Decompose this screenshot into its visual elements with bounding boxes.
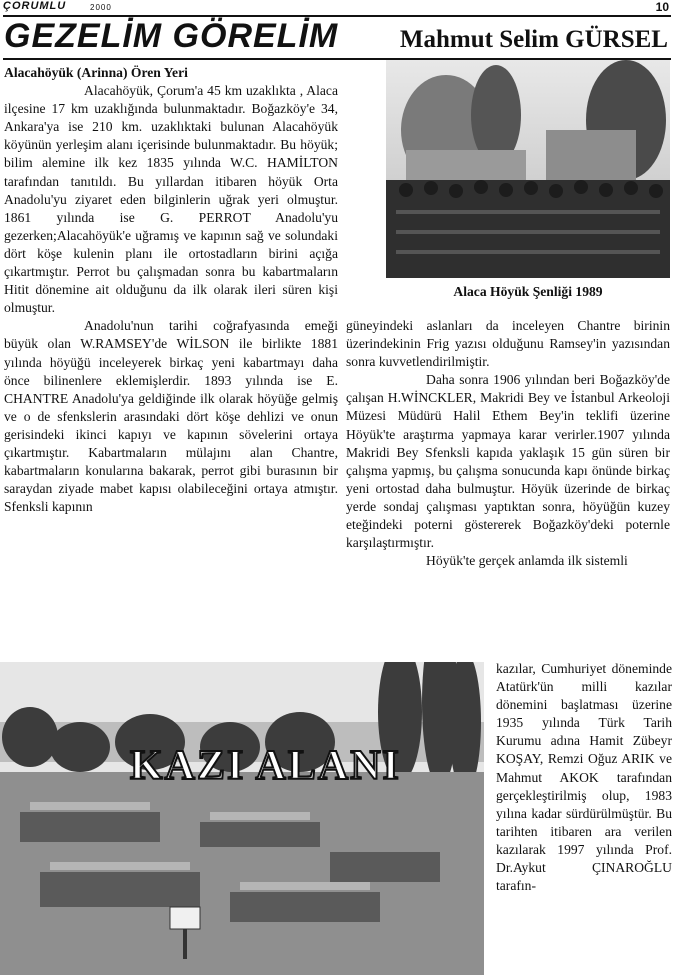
paragraph: Alacahöyük, Çorum'a 45 km uzaklıkta , Alaca ilçesine 17 km uzaklığında bulunmaktadır. Boğazköy'e 34, Ankara'ya ise 210 km. uzaklıktaki bulunan Alacahöyük köyünün yerleşim alanı içerisinde bulunmaktadır. Bu höyük; bilim alemine ilk kez 1835 yılında W.C. HAMİLTON tarafından tanıtıldı. Bu yıllardan itibaren höyük Orta Anadolu'yu ziyaret eden bilginlerin uğrak yeri olmuştur. 1861 yılında ise G. PERROT Anadolu'yu gezerken;Alacahöyük'e uğramış ve kapının sağ ve solundaki dört köşe kulenin planı ile ortostadların birini açığa çıkartmıştır. Perrot bu çalışmadan sonra bu kabartmaların Hitit dönemine ait olduğunu da ilk olarak ileri süren kişi olmuştur. <box>4 83 338 316</box>
paragraph: Höyük'te gerçek anlamda ilk sistemli <box>426 553 628 569</box>
paragraph: Anadolu'nun tarihi coğrafyasında emeği büyük olan W.RAMSEY'de WİLSON ile birlikte 1881 yılında höyüğü inceleyerek birkaç yeni kabartmayı daha önce bilinenlere eklemişlerdir. 1893 yılında ise E. CHANTRE Anadolu'ya geldiğinde ilk olarak höyüğe gelmiş ve o de sfenkslerin arasındaki dört köşe dehlizi ve onun gerisindeki ikinci kapıyı ve kapının sövelerini ortaya çıkartmıştır. Kabartmaların mülajını alan Chantre, kabartmaların konularına bakarak, perrot gibi burasının bir saraydan ziyade mabet kapısı olabileceğini ortaya atmıştır. Sfenksli kapının <box>4 318 338 515</box>
column-3 <box>496 660 672 895</box>
excavation-overlay-text: KAZI ALANI <box>130 743 401 789</box>
paragraph: Daha sonra 1906 yılından beri Boğazköy'de çalışan H.WİNCKLER, Makridi Bey ve İstanbul Arkeoloji Müzesi Müdürü Halil Ethem Bey'in teklifi üzerine Höyük'te araştırma yapmaya karar verirler.1907 yılında Makridi Bey Sfenksli kapıda yaklaşık 15 gün süren bir çalışma yapmış, bu çalışma sonucunda kapı önünde birkaç yeni ortostad daha bulmuştur. Höyük üzerinde de birkaç yerde sondaj çalışması yaptıktan sonra, höyüğün kuzey eteğindeki poterni göstererek Boğazköy'deki poternle karşılaştırmıştır. <box>346 372 670 551</box>
section-title: GEZELİM GÖRELİM <box>4 17 339 55</box>
paragraph: güneyindeki aslanları da inceleyen Chantre birinin üzerindekinin Frig yazısı olduğunu Ramsey'in yazısından sonra kuvvetlendirilmiştir. <box>346 318 670 370</box>
magazine-name: ÇORUMLU <box>3 0 67 12</box>
excavation-photo <box>0 662 484 975</box>
page-number: 10 <box>655 0 669 14</box>
magazine-year: 2000 <box>90 3 112 12</box>
masthead <box>0 0 674 16</box>
column-2 <box>346 317 670 570</box>
festival-photo <box>386 60 670 278</box>
author-name: Mahmut Selim GÜRSEL <box>399 26 668 53</box>
paragraph: kazılar, Cumhuriyet döneminde Atatürk'ün milli kazılar dönemini başlatması üzerine 1935 yılında Türk Tarih Kurumu adına Hamit Zübeyr KOŞAY, Remzi Oğuz ARIK ve Mahmut AKOK tarafından gerçekleştirilmiş olup, 1983 yılına kadar sürdürülmüştür. Bu tarihten itibaren ara verilen kazılarak 1997 yılında Prof. Dr.Aykut ÇINAROĞLU tarafın- <box>496 661 672 894</box>
festival-photo-caption: Alaca Höyük Şenliği 1989 <box>453 284 603 299</box>
column-1 <box>4 64 338 516</box>
article-heading: Alacahöyük (Arinna) Ören Yeri <box>4 65 188 80</box>
